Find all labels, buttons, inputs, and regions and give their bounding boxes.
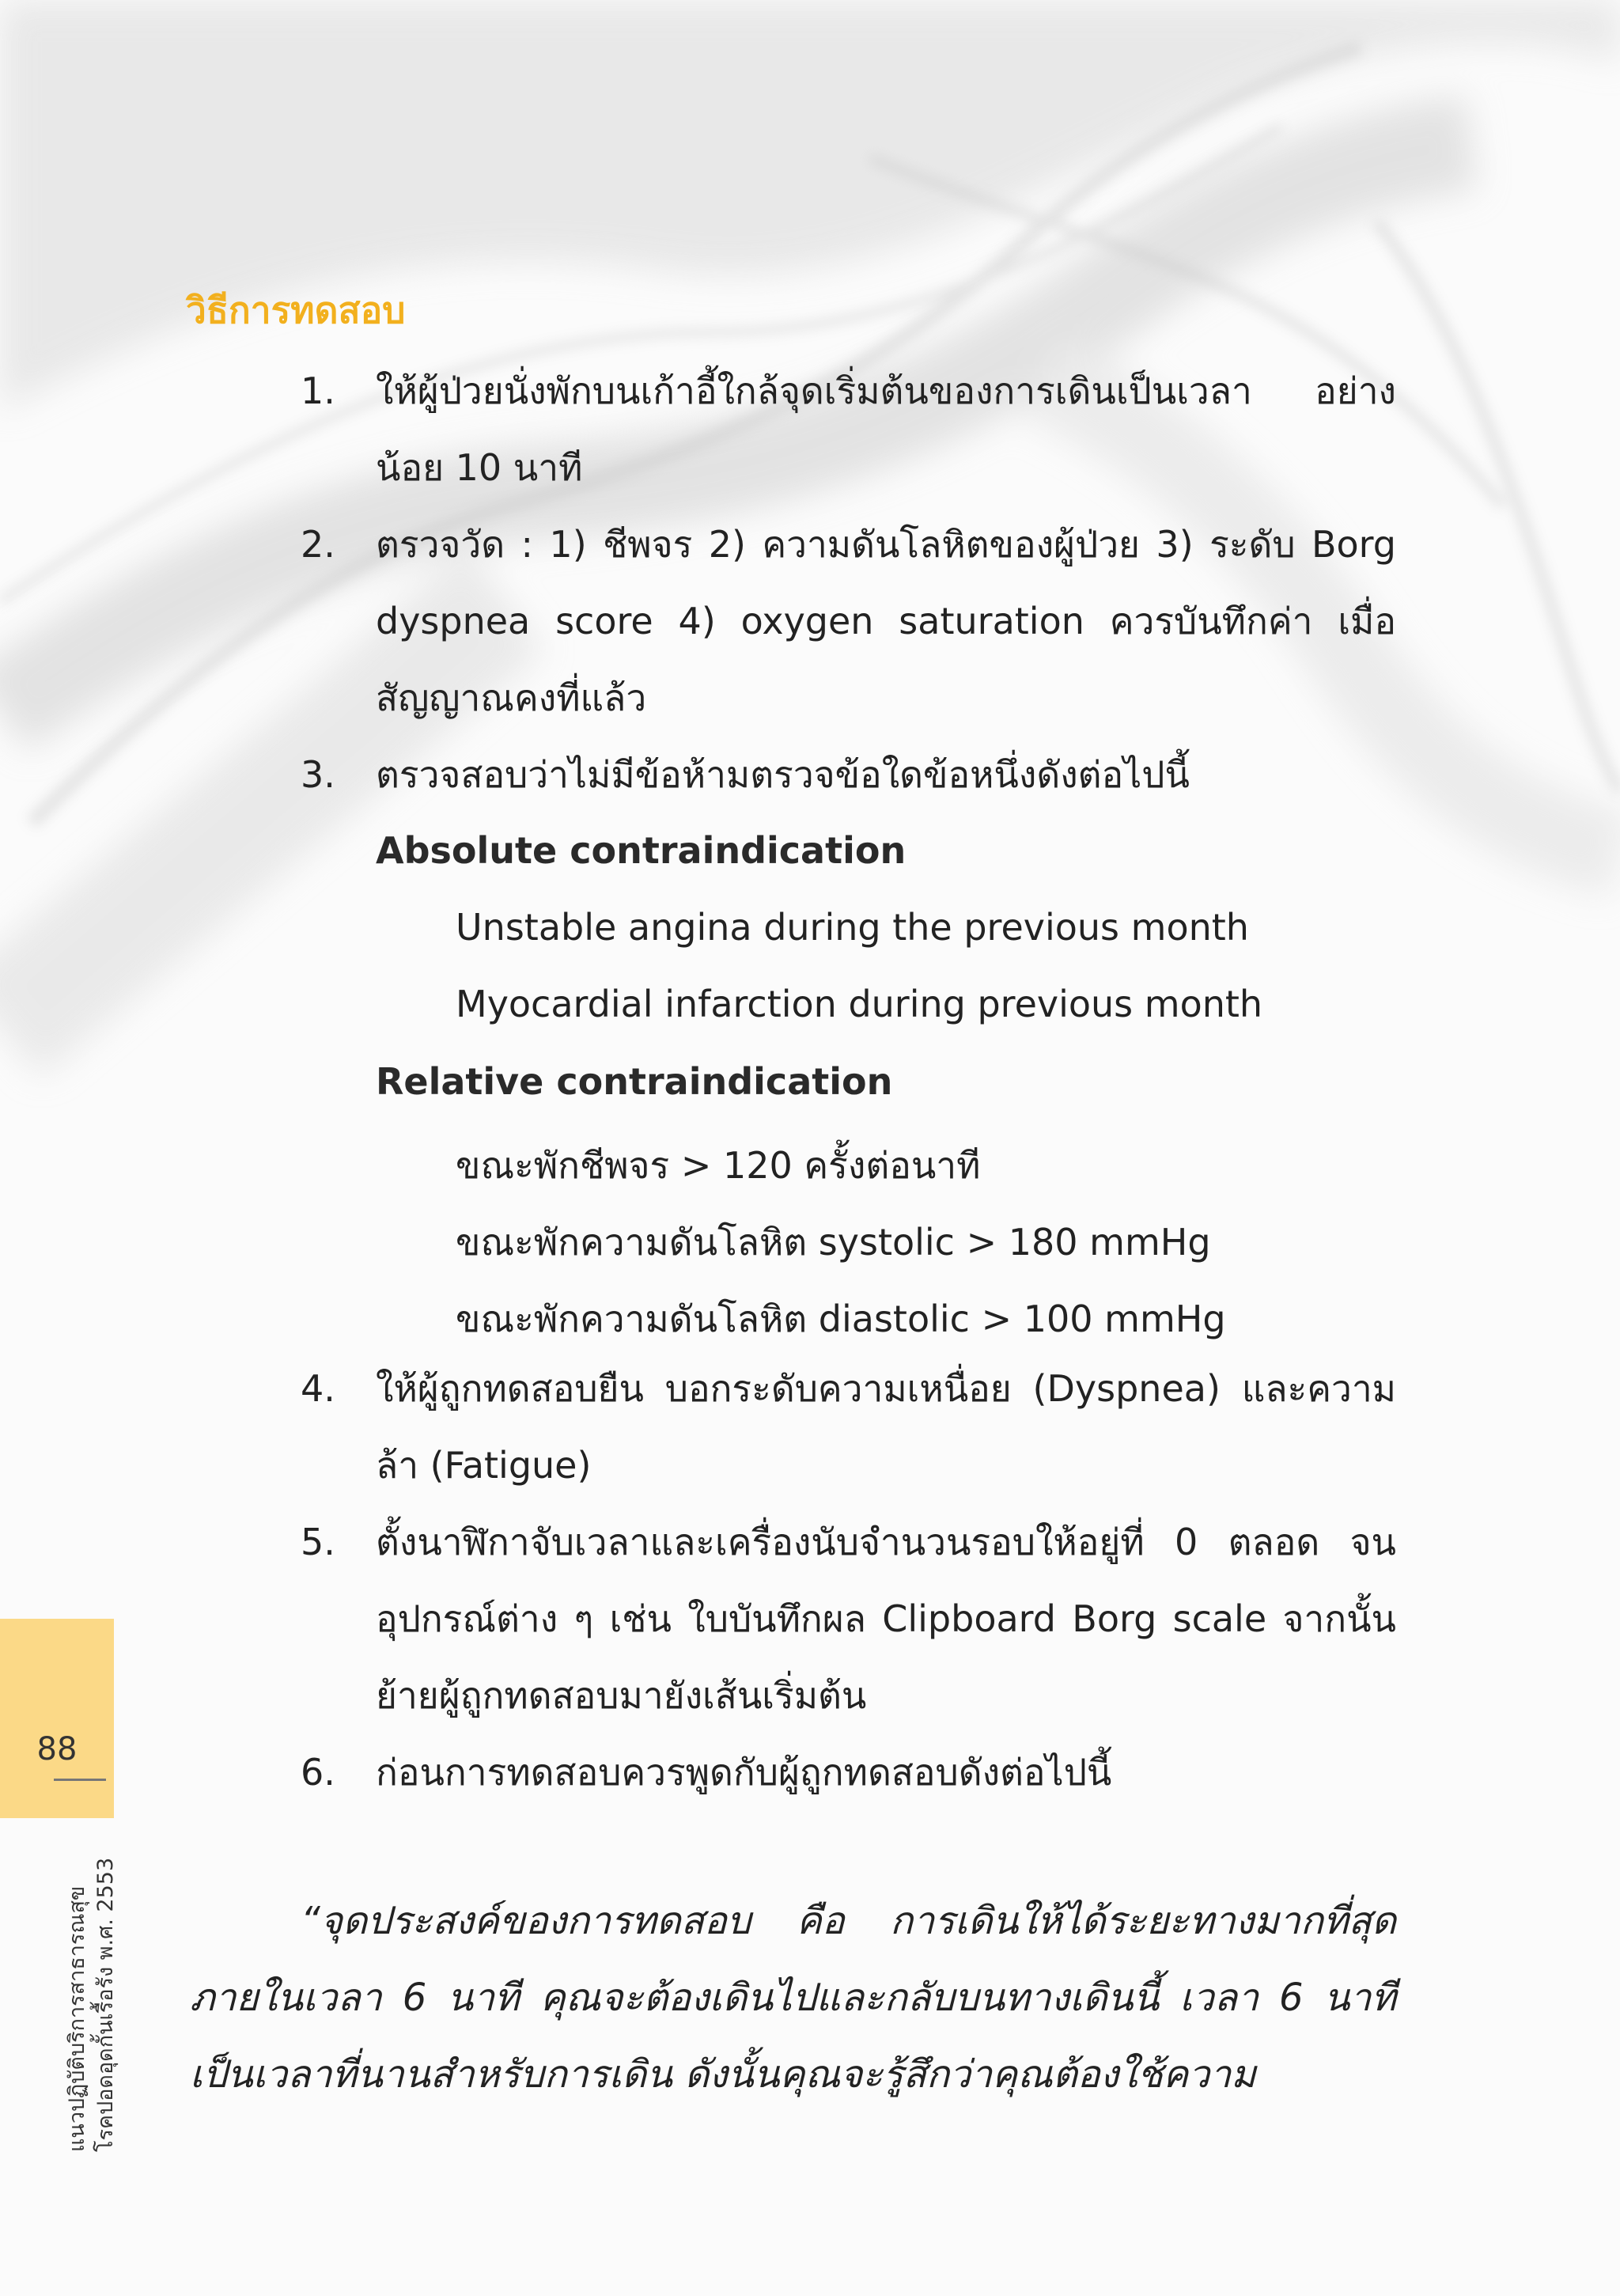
absolute-contraindication-line: Unstable angina during the previous month (456, 906, 1249, 949)
page-tab (0, 1619, 114, 1818)
page-number-underline (54, 1779, 106, 1781)
book-title-caption (63, 1836, 158, 2152)
page-number: 88 (36, 1731, 78, 1767)
list-item (301, 1734, 1396, 1811)
absolute-contraindication-heading: Absolute contraindication (376, 829, 907, 872)
item-number: 6. (301, 1751, 335, 1794)
item-text: ก่อนการทดสอบควรพูดกับผู้ถูกทดสอบดังต่อไปนี้ (376, 1751, 1112, 1794)
section-title: วิธีการทดสอบ (186, 289, 406, 332)
item-number: 1. (301, 369, 335, 412)
item-text: ให้ผู้ถูกทดสอบยืน บอกระดับความเหนื่อย (Dyspnea) และความล้า (Fatigue) (376, 1367, 1396, 1487)
list-item (301, 353, 1396, 506)
relative-contraindication-line: ขณะพักความดันโลหิต diastolic > 100 mmHg (456, 1298, 1226, 1340)
book-title-line-1: แนวปฏิบัติบริการสาธารณสุข (65, 1885, 89, 2152)
relative-contraindication-line: ขณะพักความดันโลหิต systolic > 180 mmHg (456, 1221, 1211, 1264)
item-text: ให้ผู้ป่วยนั่งพักบนเก้าอี้ใกล้จุดเริ่มต้นของการเดินเป็นเวลา อย่างน้อย 10 นาที (376, 369, 1396, 489)
item-text: ตั้งนาฬิกาจับเวลาและเครื่องนับจำนวนรอบให้อยู่ที่ 0 ตลอด จนอุปกรณ์ต่าง ๆ เช่น ใบบันทึกผล Clipboard Borg scale จากนั้นย้ายผู้ถูกทดสอบมายังเส้นเริ่มต้น (376, 1521, 1396, 1717)
book-title-line-2: โรคปอดอุดกั้นเรื้อรัง พ.ศ. 2553 (93, 1857, 118, 2152)
list-item (301, 1504, 1396, 1734)
item-number: 5. (301, 1521, 335, 1563)
item-text: ตรวจวัด : 1) ชีพจร 2) ความดันโลหิตของผู้ป่วย 3) ระดับ Borg dyspnea score 4) oxygen saturation ควรบันทึกค่า เมื่อสัญญาณคงที่แล้ว (376, 523, 1396, 719)
list-item (301, 1351, 1396, 1504)
list-item (301, 737, 1396, 813)
relative-contraindication-line: ขณะพักชีพจร > 120 ครั้งต่อนาที (456, 1144, 981, 1187)
instruction-quote: “จุดประสงค์ของการทดสอบ คือ การเดินให้ได้ระยะทางมากที่สุด ภายในเวลา 6 นาที คุณจะต้องเดินไปและกลับบนทางเดินนี้ เวลา 6 นาทีเป็นเวลาที่นานสำหรับการเดิน ดังนั้นคุณจะรู้สึกว่าคุณต้องใช้ความ (190, 1899, 1396, 2097)
absolute-contraindication-line: Myocardial infarction during previous month (456, 983, 1263, 1025)
item-text: ตรวจสอบว่าไม่มีข้อห้ามตรวจข้อใดข้อหนึ่งดังต่อไปนี้ (376, 753, 1190, 796)
item-number: 2. (301, 523, 335, 566)
list-item (301, 506, 1396, 737)
item-number: 3. (301, 753, 335, 796)
item-number: 4. (301, 1367, 335, 1410)
relative-contraindication-heading: Relative contraindication (376, 1060, 893, 1103)
